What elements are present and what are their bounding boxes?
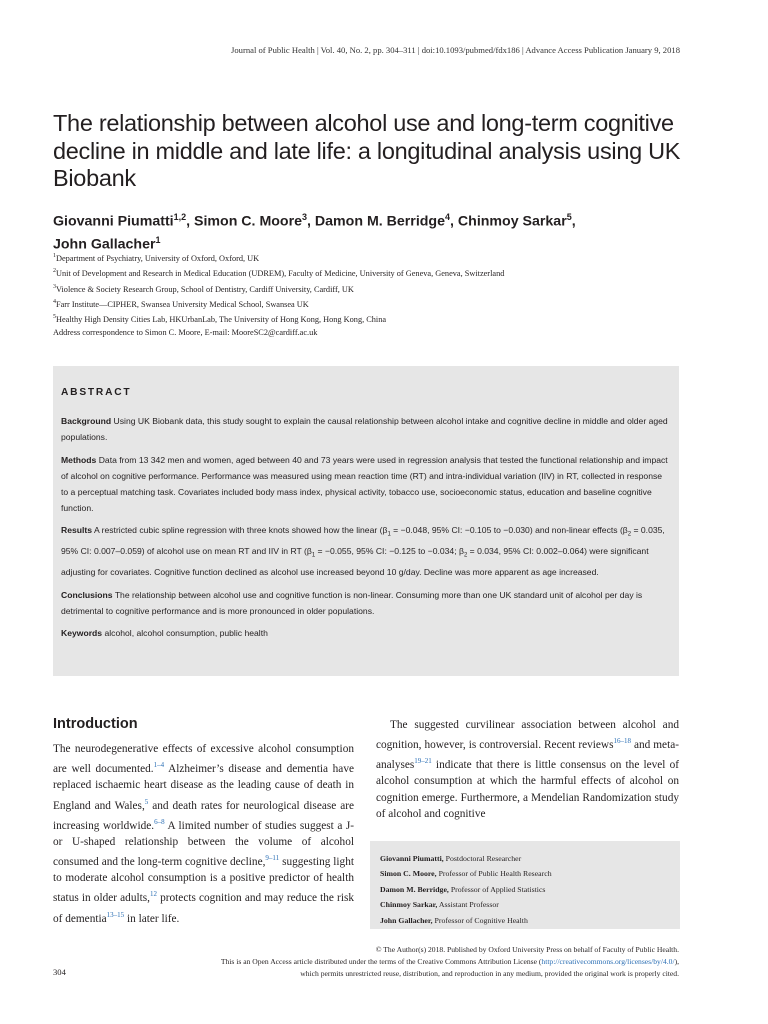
copyright-line: © The Author(s) 2018. Published by Oxford University Press on behalf of Faculty of Public Health. [375,945,679,954]
copyright-notice [53,944,679,979]
introduction-column-right: The suggested curvilinear association between alcohol and cognition, however, is controversial. Recent reviews$^{16-18}$ and meta-analyses$^{19-21}$ indicate that there is little consensus on the level of alcohol consumption at which the harmful effects of alcohol on cognition emerge. Furthermore, a Mendelian Randomization study of alcohol and cognitive [376,719,679,821]
author-affiliation-ref: 4 [445,212,451,222]
author-affiliation-ref: 1,2 [173,212,187,222]
affiliation-line: $^3$Violence & Society Research Group, School of Dentistry, Cardiff University, Cardiff, UK [53,283,354,294]
affiliation-line: $^2$Unit of Development and Research in Medical Education (UDREM), Faculty of Medicine, University of Geneva, Geneva, Switzerland [53,268,505,279]
license-terms-line: which permits unrestricted reuse, distribution, and reproduction in any medium, provided the original work is properly cited. [300,968,679,978]
abstract-keywords: Keywords alcohol, alcohol consumption, public health [61,628,268,639]
author-affiliation-ref: 5 [566,212,572,222]
affiliation-line: $^1$Department of Psychiatry, University of Oxford, Oxford, UK [53,253,260,263]
author-affiliation-ref: 3 [302,212,308,222]
affiliation-line: $^5$Healthy High Density Cities Lab, HKUrbanLab, The University of Hong Kong, Hong Kong, China [53,314,387,324]
author-bio: Damon M. Berridge, Professor of Applied Statistics [380,884,546,894]
abstract-methods: Methods Data from 13 342 men and women, aged between 40 and 73 years were used in regression analysis that tested the functional relationship and impact of alcohol on cognitive performance. Performance was measured using mean reaction time (RT) and intra-individual variation (IIV) in RT, collected in response to a perceptual matching task. Covariates included body mass index, physical activity, tobacco use, socioeconomic status, education and baseline cognitive function. [61,454,668,513]
author-name: Damon M. Berridge [314,213,445,230]
author-bio: Simon C. Moore, Professor of Public Health Research [380,869,552,879]
affiliation-list [53,250,733,340]
citation-link[interactable]: 1–4 [153,761,165,770]
page-number: 304 [53,967,66,977]
author-list: Giovanni Piumatti$^{1,2}$, Simon C. Moore$^3$, Damon M. Berridge$^4$, Chinmoy Sarkar$^5$, John Gallacher$^1$ [53,212,576,253]
citation-link[interactable]: 6–8 [154,817,165,826]
license-link[interactable]: http://creativecommons.org/licenses/by/4.0/ [541,956,675,966]
correspondence-line: Address correspondence to Simon C. Moore, E-mail: MooreSC2@cardiff.ac.uk [53,328,318,338]
author-name: Chinmoy Sarkar [457,213,567,230]
abstract-results: Results A restricted cubic spline regression with three knots showed how the linear ($\beta_1 = -0.048$, 95% CI: −0.105 to −0.030) and non-linear effects ($\beta_2 = 0.035$, 95% CI: 0.007–0.059) of alcohol use on mean RT and IIV in RT ($\beta_1 = -0.055$, 95% CI: −0.125 to −0.034; $\beta_2 = 0.034$, 95% CI: 0.002–0.064) were significant adjusting for covariates. Cognitive function declined as alcohol use increased beyond 10 g/day. Decline was more apparent as age increased. [61,525,665,577]
abstract-box [53,366,679,676]
license-line: This is an Open Access article distributed under the terms of the Creative Commons Attribution License (http://creativecommons.org/licenses/by/4.0/), [220,956,679,966]
affiliation-line: $^4$Farr Institute—CIPHER, Swansea University Medical School, Swansea UK [53,298,309,309]
author-name: Simon C. Moore [194,213,303,230]
author-bio: John Gallacher, Professor of Cognitive Health [380,915,528,925]
article-title: The relationship between alcohol use and long-term cognitive decline in middle and late life: a longitudinal analysis using UK Biobank [53,110,681,191]
citation-link[interactable]: 19–21 [414,757,432,766]
author-bio: Chinmoy Sarkar, Assistant Professor [380,900,499,910]
author-name: Giovanni Piumatti [53,213,174,230]
citation-link[interactable]: 5 [144,797,149,806]
citation-link[interactable]: 13–15 [106,910,125,919]
introduction-column-left: The neurodegenerative effects of excessive alcohol consumption are well documented.$^{1-4}$ Alzheimer’s disease and dementia have replaced ischaemic heart disease as the leading cause of death in England and Wales,$^5$ and death rates for neurological disease are increasing worldwide.$^{6-8}$ A limited number of studies suggest a J- or U-shaped relationship between the volume of alcohol consumed and the long-term cognitive decline,$^{9-11}$ suggesting light to moderate alcohol consumption is a positive predictor of health status in older adults,$^{12}$ protects cognition and may reduce the risk of dementia$^{13-15}$ in later life. [53,743,355,925]
author-bio: Giovanni Piumatti, Postdoctoral Researcher [380,854,522,863]
citation-link[interactable]: 12 [149,890,157,899]
abstract-conclusions: Conclusions The relationship between alcohol use and cognitive function is non-linear. Consuming more than one UK standard unit of alcohol per day is detrimental to cognitive performance and is more pronounced in older populations. [61,589,643,616]
citation-link[interactable]: 9–11 [265,854,280,863]
abstract-background: Background Using UK Biobank data, this study sought to explain the causal relationship between alcohol intake and cognitive decline in middle and older aged populations. [61,416,668,442]
author-name: John Gallacher [53,236,156,253]
running-head: Journal of Public Health | Vol. 40, No. 2, pp. 304–311 | doi:10.1093/pubmed/fdx186 | Advance Access Publication January 9, 2018 [231,45,680,55]
abstract-heading: ABSTRACT [61,387,132,398]
citation-link[interactable]: 16–18 [613,737,631,746]
author-affiliation-ref: 1 [155,235,161,246]
author-bios-box [370,841,680,929]
introduction-heading: Introduction [53,716,138,732]
